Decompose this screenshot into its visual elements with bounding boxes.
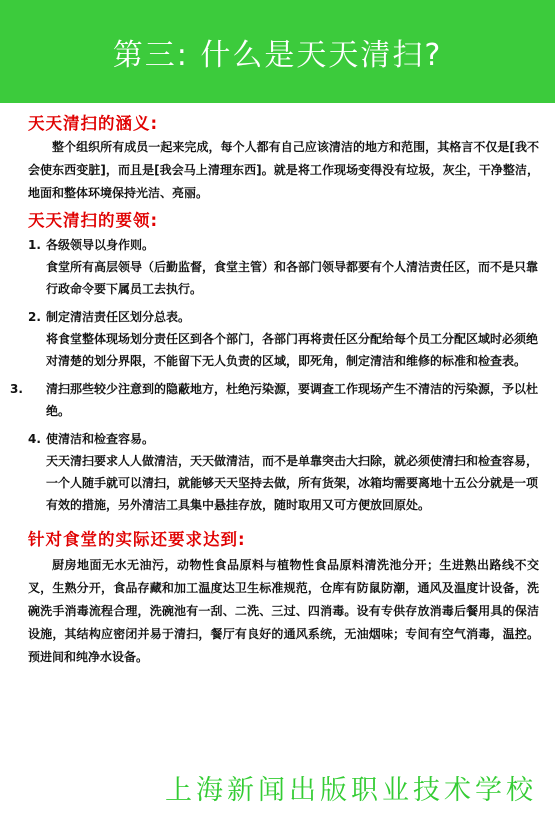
content-area (0, 110, 555, 669)
section-title-requirements: 针对食堂的实际还要求达到: (28, 530, 246, 549)
item-number: 3. (10, 382, 23, 396)
item-body: 将食堂整体现场划分责任区到各个部门，各部门再将责任区分配给每个员工分配区域时必须绝对清楚的划分界限，不能留下无人负责的区域，即死角，制定清洁和维修的标准和检查表。 (46, 332, 539, 368)
footer (0, 768, 555, 807)
item-number: 2. (28, 310, 41, 324)
essential-item-3 (10, 378, 539, 422)
section-title-meaning: 天天清扫的涵义: (28, 114, 159, 133)
section-title-essentials: 天天清扫的要领: (28, 211, 159, 230)
item-body: 天天清扫要求人人做清洁，天天做清洁，而不是单靠突击大扫除，就必须使清扫和检查容易，一个人随手就可以清扫，就能够天天坚持去做，所有货架，冰箱均需要离地十五公分就是一项有效的措施，另外清洁工具集中悬挂存放，随时取用又可方便放回原处。 (46, 454, 539, 512)
header-banner (0, 0, 555, 103)
requirements-paragraph: 厨房地面无水无油污，动物性食品原料与植物性食品原料清洗池分开；生进熟出路线不交叉，生熟分开，食品存藏和加工温度达卫生标准规范，仓库有防鼠防潮，通风及温度计设备，洗碗洗手消毒流程合理，洗碗池有一刮、二洗、三过、四消毒。设有专供存放消毒后餐用具的保洁设施，其结构应密闭并易于清扫，餐厅有良好的通风系统，无油烟味；专间有空气消毒，温控。预进间和纯净水设备。 (28, 558, 539, 664)
item-heading: 清扫那些较少注意到的隐蔽地方，杜绝污染源，要调查工作现场产生不清洁的污染源，予以杜绝。 (46, 382, 539, 418)
item-heading: 各级领导以身作则。 (46, 238, 155, 252)
item-body: 食堂所有高层领导（后勤监督，食堂主管）和各部门领导都要有个人清洁责任区，而不是只靠行政命令要下属员工去执行。 (46, 260, 539, 296)
item-heading: 制定清洁责任区划分总表。 (46, 310, 191, 324)
essential-item-2 (28, 306, 539, 372)
essential-item-1 (28, 234, 539, 300)
page-title: 第三: 什么是天天清扫? (112, 37, 443, 73)
meaning-paragraph: 整个组织所有成员一起来完成，每个人都有自己应该清洁的地方和范围，其格言不仅是[我不会使东西变脏]，而且是[我会马上清理东西]。就是将工作现场变得没有垃圾，灰尘，干净整洁，地面和整体环境保持光洁、亮丽。 (28, 140, 539, 200)
item-heading: 使清洁和检查容易。 (46, 432, 155, 446)
essential-item-4 (28, 428, 539, 516)
item-number: 1. (28, 238, 41, 252)
school-name: 上海新闻出版职业技术学校 (165, 775, 537, 806)
item-number: 4. (28, 432, 41, 446)
